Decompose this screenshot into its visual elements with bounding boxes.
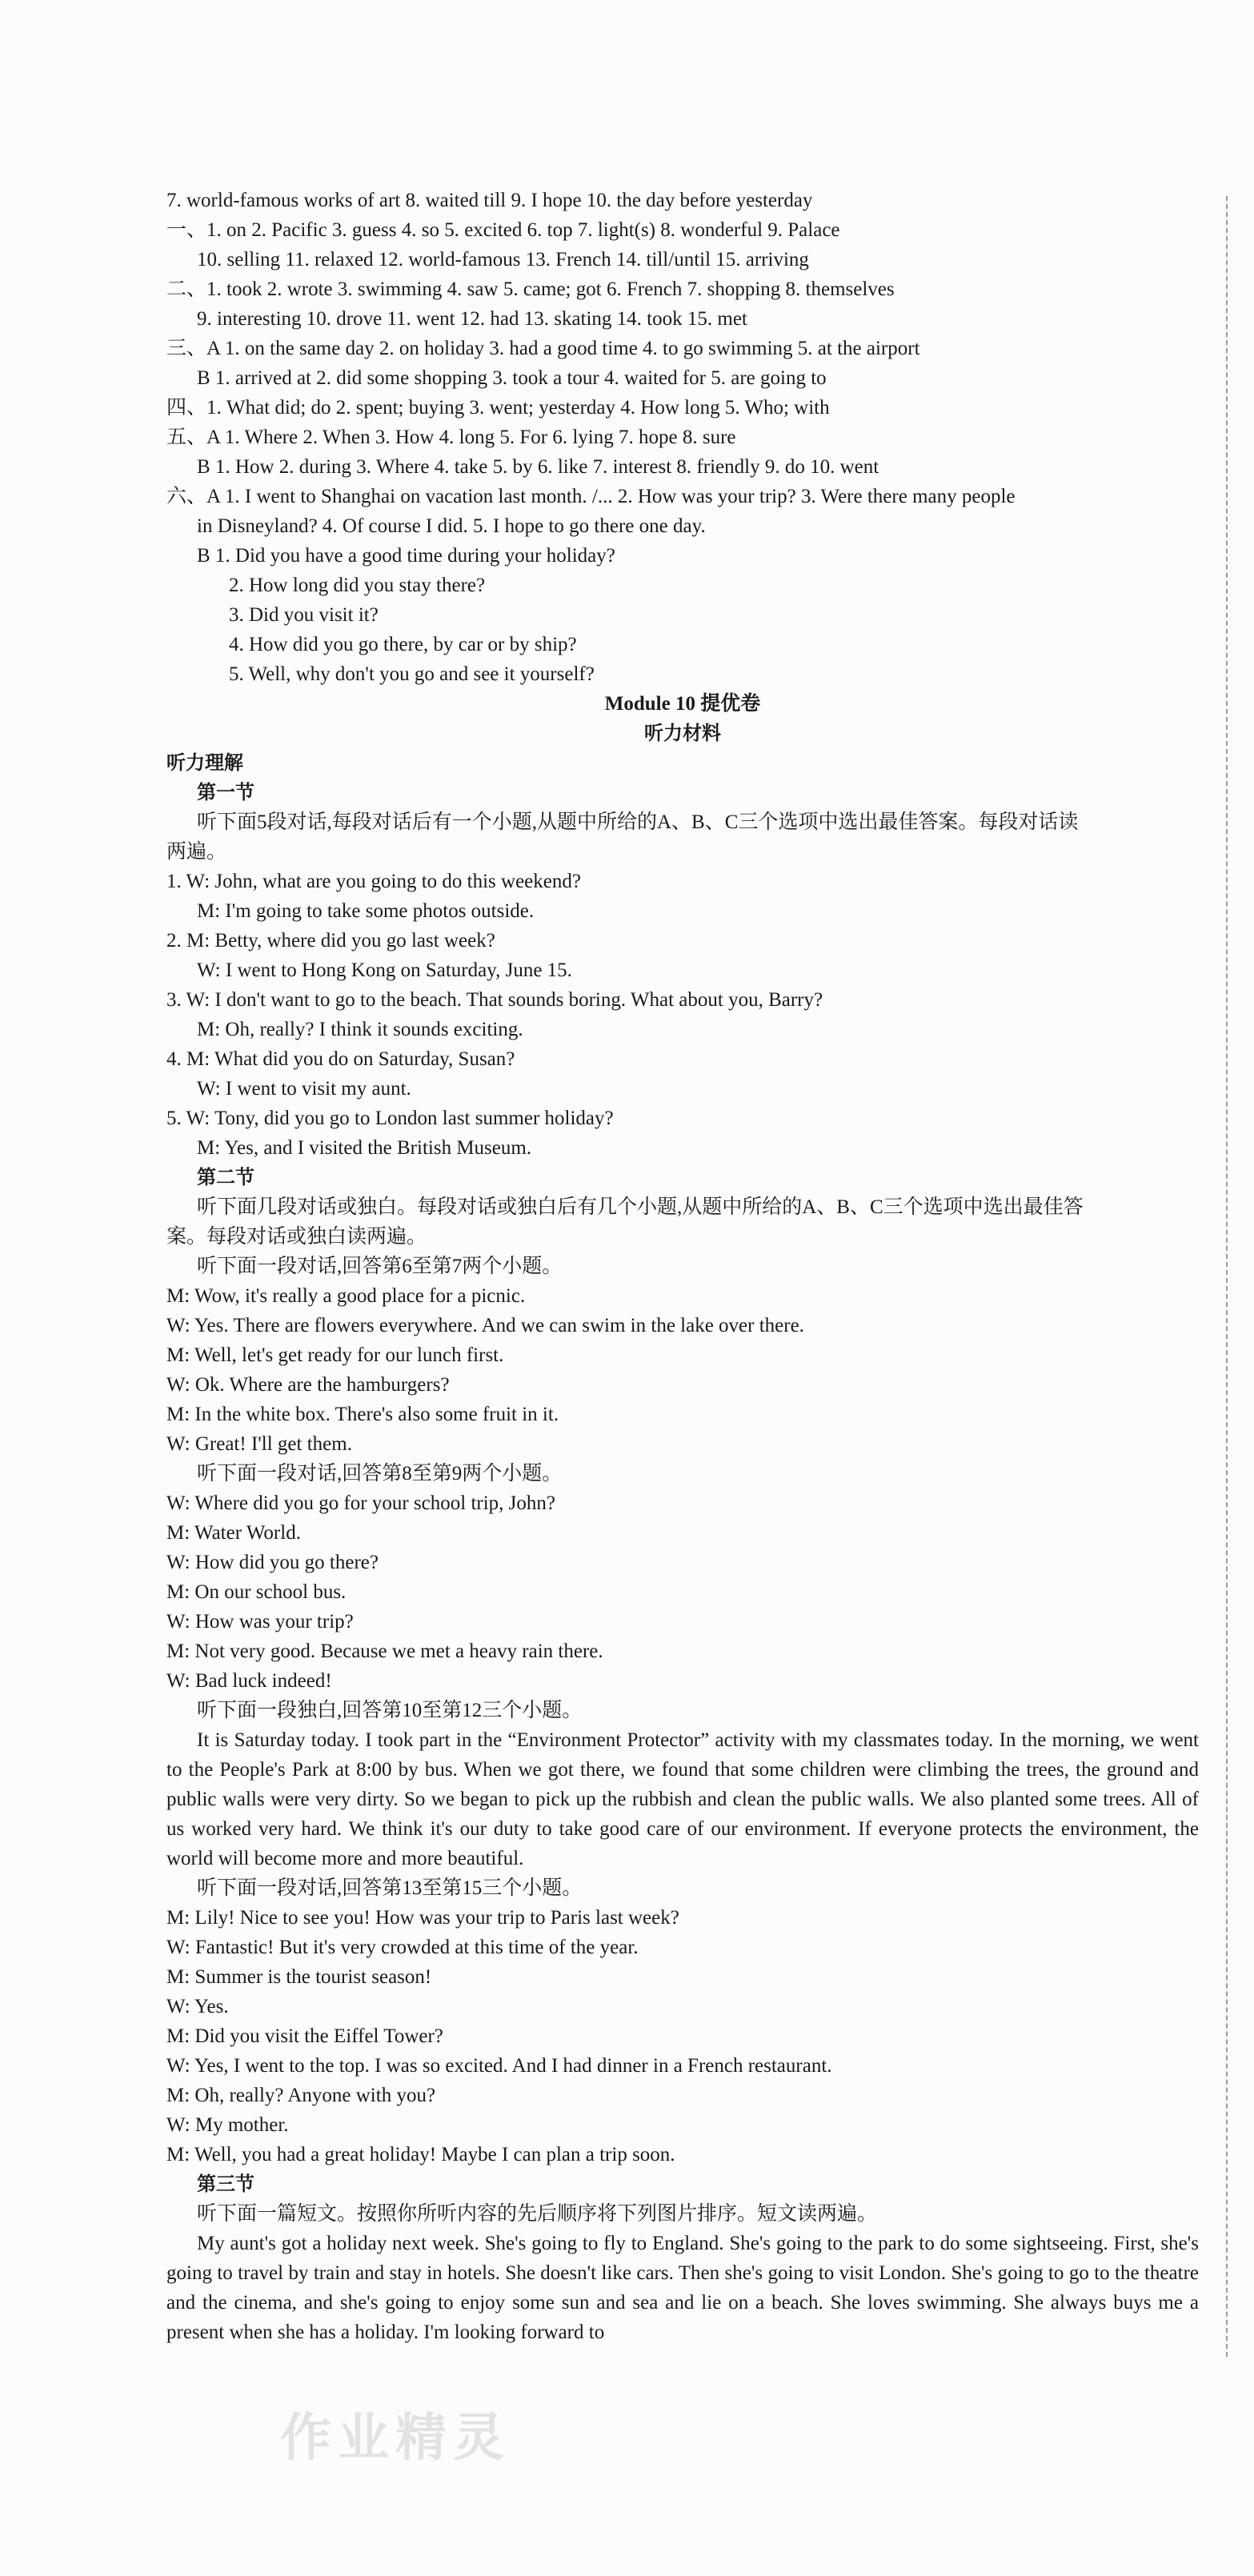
module-title: Module 10 提优卷 (604, 693, 761, 715)
cut-line (1226, 196, 1228, 2357)
listening-material-title: 听力材料 (644, 722, 721, 744)
sub-instruction: 听下面一段独白,回答第10至第12三个小题。 (197, 1700, 583, 1721)
dialogue-line: M: Wow, it's really a good place for a picnic. (166, 1285, 526, 1307)
section1-instruction: 听下面5段对话,每段对话后有一个小题,从题中所给的A、B、C三个选项中选出最佳答案。每段对话读 (197, 811, 1079, 833)
dialogue-line: 4. M: What did you do on Saturday, Susan? (166, 1048, 515, 1070)
section1-title: 第一节 (197, 781, 254, 803)
dialogue-line: M: Not very good. Because we met a heavy rain there. (166, 1641, 603, 1662)
dialogue-line: W: How did you go there? (166, 1552, 379, 1573)
dialogue-line: M: Yes, and I visited the British Museum. (197, 1137, 532, 1159)
dialogue-line: M: I'm going to take some photos outside. (197, 900, 535, 922)
answer-line: 5. Well, why don't you go and see it yourself? (229, 663, 595, 685)
dialogue-line: 1. W: John, what are you going to do this weekend? (166, 871, 581, 892)
section2-title: 第二节 (197, 1166, 254, 1188)
dialogue-line: 3. W: I don't want to go to the beach. That sounds boring. What about you, Barry? (166, 989, 823, 1011)
dialogue-line: M: In the white box. There's also some fruit in it. (166, 1404, 559, 1425)
answer-line: 9. interesting 10. drove 11. went 12. had 13. skating 14. took 15. met (197, 308, 747, 330)
dialogue-line: W: Great! I'll get them. (166, 1433, 352, 1455)
section3-title: 第三节 (197, 2173, 254, 2195)
sub-instruction: 听下面一段对话,回答第8至第9两个小题。 (197, 1463, 563, 1484)
section2-instruction: 听下面几段对话或独白。每段对话或独白后有几个小题,从题中所给的A、B、C三个选项中选出最佳答 (197, 1196, 1084, 1218)
answer-line: B 1. Did you have a good time during your holiday? (197, 545, 615, 567)
passage-paragraph: My aunt's got a holiday next week. She's going to fly to England. She's going to the park to do some sightseeing. First, she's going to travel by train and stay in hotels. She doesn't like cars. Then she's going to visit London. She's going to go to the theatre and the cinema, and she's going to enjoy some sun and sea and lie on a beach. She loves swimming. She always buys me a present when she has a holiday. I'm looking forward to (166, 2233, 1199, 2343)
monologue-paragraph: It is Saturday today. I took part in the “Environment Protector” activity with my classmates today. In the morning, we went to the People's Park at 8:00 by bus. When we got there, we found that some children were climbing the trees, the ground and public walls were very dirty. So we began to pick up the rubbish and clean the public walls. We also planted some trees. All of us worked very hard. We think it's our duty to take good care of our environment. If everyone protects the environment, the world will become more and more beautiful. (166, 1729, 1199, 1869)
dialogue-line: W: Yes, I went to the top. I was so excited. And I had dinner in a French restaurant. (166, 2055, 832, 2077)
dialogue-line: M: On our school bus. (166, 1581, 347, 1603)
sub-instruction: 听下面一段对话,回答第13至第15三个小题。 (197, 1877, 583, 1899)
dialogue-line: W: Ok. Where are the hamburgers? (166, 1374, 450, 1396)
dialogue-line: W: I went to visit my aunt. (197, 1078, 411, 1100)
dialogue-line: W: Yes. There are flowers everywhere. And we can swim in the lake over there. (166, 1315, 804, 1336)
dialogue-line: W: Yes. (166, 1996, 229, 2017)
dialogue-line: M: Water World. (166, 1522, 301, 1544)
answer-line: 三、A 1. on the same day 2. on holiday 3. had a good time 4. to go swimming 5. at the airport (166, 338, 920, 359)
dialogue-line: M: Summer is the tourist season! (166, 1966, 432, 1988)
dialogue-line: M: Did you visit the Eiffel Tower? (166, 2025, 443, 2047)
sub-instruction: 听下面一段对话,回答第6至第7两个小题。 (197, 1256, 563, 1277)
listening-comprehension-title: 听力理解 (166, 751, 243, 774)
answer-line: 二、1. took 2. wrote 3. swimming 4. saw 5. came; got 6. French 7. shopping 8. themselves (166, 278, 895, 300)
answer-line: 一、1. on 2. Pacific 3. guess 4. so 5. excited 6. top 7. light(s) 8. wonderful 9. Palace (166, 219, 840, 241)
dialogue-line: W: I went to Hong Kong on Saturday, June 15. (197, 959, 572, 981)
answer-line: 2. How long did you stay there? (229, 575, 486, 596)
answer-line: B 1. How 2. during 3. Where 4. take 5. by 6. like 7. interest 8. friendly 9. do 10. went (197, 456, 879, 478)
answer-page (166, 186, 1199, 2347)
section3-instruction: 听下面一篇短文。按照你所听内容的先后顺序将下列图片排序。短文读两遍。 (197, 2203, 878, 2225)
dialogue-line: W: Where did you go for your school trip, John? (166, 1492, 556, 1514)
answer-line: 3. Did you visit it? (229, 604, 379, 626)
answer-line: 四、1. What did; do 2. spent; buying 3. went; yesterday 4. How long 5. Who; with (166, 397, 830, 419)
dialogue-line: W: How was your trip? (166, 1611, 354, 1633)
dialogue-line: W: My mother. (166, 2114, 289, 2136)
watermark: 作业精灵 (280, 2409, 511, 2468)
answer-line: B 1. arrived at 2. did some shopping 3. took a tour 4. waited for 5. are going to (197, 367, 827, 389)
section2-instruction: 案。每段对话或独白读两遍。 (166, 1226, 427, 1248)
dialogue-line: M: Oh, really? I think it sounds exciting. (197, 1019, 523, 1040)
dialogue-line: 2. M: Betty, where did you go last week? (166, 930, 495, 951)
section1-instruction: 两遍。 (166, 841, 227, 863)
dialogue-line: M: Well, let's get ready for our lunch first. (166, 1344, 504, 1366)
dialogue-line: W: Fantastic! But it's very crowded at this time of the year. (166, 1937, 639, 1958)
dialogue-line: 5. W: Tony, did you go to London last summer holiday? (166, 1108, 614, 1129)
answer-line: 7. world-famous works of art 8. waited till 9. I hope 10. the day before yesterday (166, 190, 813, 211)
answer-line: in Disneyland? 4. Of course I did. 5. I hope to go there one day. (197, 515, 706, 537)
dialogue-line: M: Well, you had a great holiday! Maybe I can plan a trip soon. (166, 2144, 675, 2165)
dialogue-line: W: Bad luck indeed! (166, 1670, 332, 1692)
answer-line: 4. How did you go there, by car or by ship? (229, 634, 577, 655)
answer-line: 五、A 1. Where 2. When 3. How 4. long 5. For 6. lying 7. hope 8. sure (166, 427, 736, 448)
answer-line: 六、A 1. I went to Shanghai on vacation last month. /... 2. How was your trip? 3. Were there many people (166, 486, 1016, 507)
dialogue-line: M: Lily! Nice to see you! How was your trip to Paris last week? (166, 1907, 679, 1929)
dialogue-line: M: Oh, really? Anyone with you? (166, 2085, 436, 2106)
answer-line: 10. selling 11. relaxed 12. world-famous 13. French 14. till/until 15. arriving (197, 249, 809, 270)
